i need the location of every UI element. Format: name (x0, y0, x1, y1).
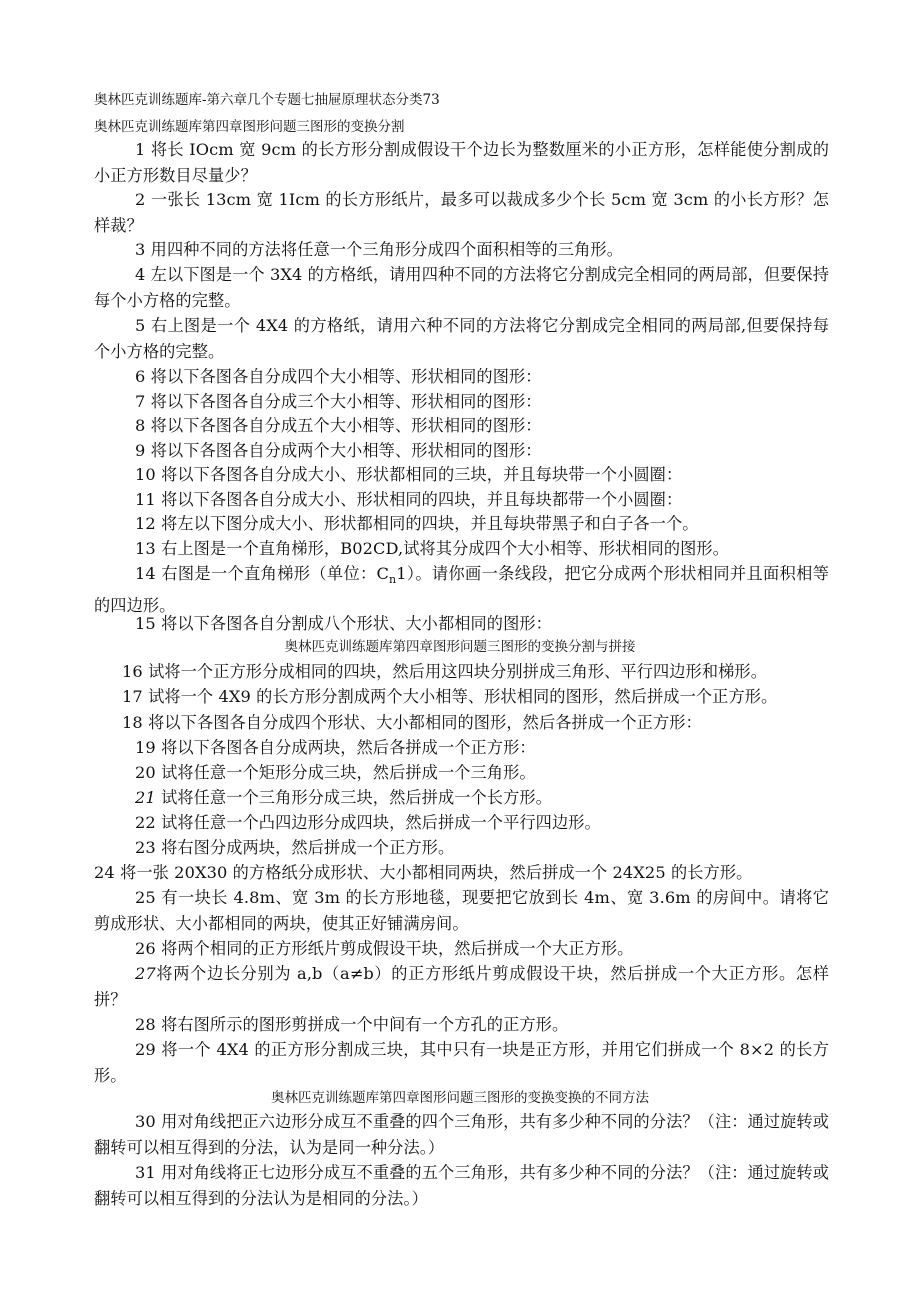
problem-item: 19 将以下各图各自分成两块，然后各拼成一个正方形： (135, 738, 536, 757)
problem-item: 13 右上图是一个直角梯形，B02CD,试将其分成四个大小相等、形状相同的图形。 (135, 539, 729, 558)
problem-item: 28 将右图所示的图形剪拼成一个中间有一个方孔的正方形。 (135, 1015, 569, 1034)
problem-item: 15 将以下各图各自分割成八个形状、大小都相同的图形： (135, 614, 552, 633)
problem-item: 12 将左以下图分成大小、形状都相同的四块，并且每块带黑子和白子各一个。 (135, 514, 699, 533)
problem-item: 11 将以下各图各自分成大小、形状相同的四块，并且每块都带一个小圆圈： (135, 490, 683, 509)
problem-item: 22 试将任意一个凸四边形分成四块，然后拼成一个平行四边形。 (135, 813, 601, 832)
problem-item: 10 将以下各图各自分成大小、形状都相同的三块，并且每块带一个小圆圈： (135, 465, 683, 484)
problem-item: 1 将长 IOcm 宽 9cm 的长方形分割成假设干个边长为整数厘米的小正方形，怎样能使分割成的小正方形数目尽量少？ (94, 140, 829, 185)
problem-item: 16 试将一个正方形分成相同的四块，然后用这四块分别拼成三角形、平行四边形和梯形。 (122, 662, 767, 681)
problem-item: 30 用对角线把正六边形分成互不重叠的四个三角形，共有多少种不同的分法？（注：通过旋转或翻转可以相互得到的分法，认为是同一种分法。） (94, 1112, 829, 1157)
problem-item: 7 将以下各图各自分成三个大小相等、形状相同的图形： (135, 392, 542, 411)
problem-item: 21 试将任意一个三角形分成三块，然后拼成一个长方形。 (135, 788, 552, 807)
problem-item: 3 用四种不同的方法将任意一个三角形分成四个面积相等的三角形。 (135, 240, 623, 259)
problem-item: 5 右上图是一个 4X4 的方格纸，请用六种不同的方法将它分割成完全相同的两局部,但要保持每个小方格的完整。 (94, 316, 829, 361)
problem-item: 23 将右图分成两块，然后拼成一个正方形。 (135, 838, 455, 857)
problem-item: 24 将一张 20X30 的方格纸分成形状、大小都相同两块，然后拼成一个 24X25 的长方形。 (94, 863, 753, 882)
problem-item: 25 有一块长 4.8m、宽 3m 的长方形地毯，现要把它放到长 4m、宽 3.6m 的房间中。请将它剪成形状、大小都相同的两块，使其正好铺满房间。 (94, 888, 829, 933)
problem-item: 18 将以下各图各自分成四个形状、大小都相同的图形，然后各拼成一个正方形： (122, 713, 702, 732)
problem-item: 20 试将任意一个矩形分成三块，然后拼成一个三角形。 (135, 763, 536, 782)
problem-item: 26 将两个相同的正方形纸片剪成假设干块，然后拼成一个大正方形。 (135, 939, 634, 958)
problem-item: 27将两个边长分别为 a,b（a≠b）的正方形纸片剪成假设干块，然后拼成一个大正方形。怎样拼？ (94, 964, 829, 1009)
problem-item: 14 右图是一个直角梯形（单位：$C_n1$）。请你画一条线段，把它分成两个形状相同并且面积相等的四边形。 (94, 564, 829, 616)
section-title: 奥林匹克训练题库第四章图形问题三图形的变换分割与拼接 (284, 639, 636, 655)
problem-item: 29 将一个 4X4 的正方形分割成三块，其中只有一块是正方形，并用它们拼成一个 8×2 的长方形。 (94, 1040, 829, 1085)
page-header: 奥林匹克训练题库-第六章几个专题七抽屉原理状态分类73 (94, 92, 440, 108)
problem-item: 6 将以下各图各自分成四个大小相等、形状相同的图形： (135, 367, 542, 386)
problem-item: 9 将以下各图各自分成两个大小相等、形状相同的图形： (135, 441, 542, 460)
problem-item: 31 用对角线将正七边形分成互不重叠的五个三角形，共有多少种不同的分法？（注：通过旋转或翻转可以相互得到的分法认为是相同的分法。） (94, 1163, 829, 1208)
section-title: 奥林匹克训练题库第四章图形问题三图形的变换分割 (94, 119, 405, 135)
problem-item: 8 将以下各图各自分成五个大小相等、形状相同的图形： (135, 416, 542, 435)
section-title: 奥林匹克训练题库第四章图形问题三图形的变换变换的不同方法 (271, 1090, 649, 1106)
problem-item: 4 左以下图是一个 3X4 的方格纸，请用四种不同的方法将它分割成完全相同的两局部，但要保持每个小方格的完整。 (94, 265, 830, 310)
problem-item: 2 一张长 13cm 宽 1Icm 的长方形纸片，最多可以裁成多少个长 5cm 宽 3cm 的小长方形？怎样裁？ (94, 190, 829, 235)
problem-item: 17 试将一个 4X9 的长方形分割成两个大小相等、形状相同的图形，然后拼成一个正方形。 (122, 687, 778, 706)
